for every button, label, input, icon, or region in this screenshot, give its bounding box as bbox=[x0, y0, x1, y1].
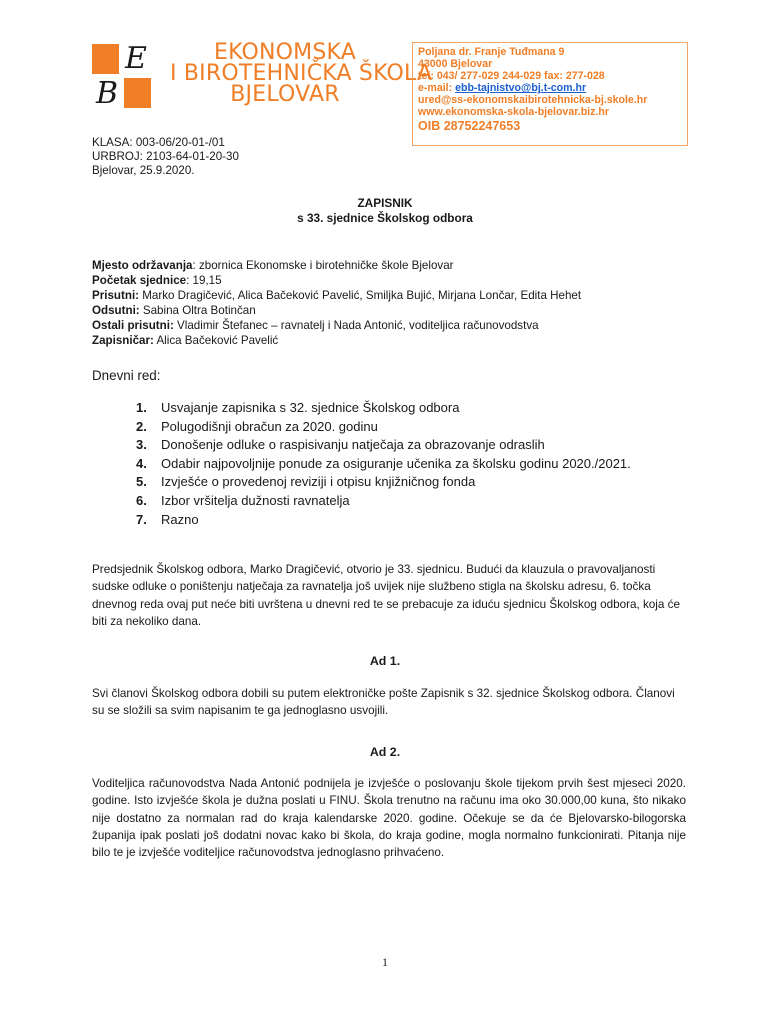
meta-row-location bbox=[92, 258, 581, 273]
agenda-item-text: Usvajanje zapisnika s 32. sjednice Školskog odbora bbox=[161, 400, 460, 415]
agenda-item-number: 3. bbox=[136, 437, 147, 453]
meta-value: : 19,15 bbox=[186, 274, 222, 288]
contact-address-street: Poljana dr. Franje Tuđmana 9 bbox=[418, 46, 565, 58]
meta-value: Vladimir Štefanec – ravnatelj i Nada Antonić, voditeljica računovodstva bbox=[173, 319, 539, 333]
contact-oib: OIB 28752247653 bbox=[418, 118, 521, 133]
meta-row-recorder bbox=[92, 333, 581, 348]
meta-value: : zbornica Ekonomske i birotehničke škole Bjelovar bbox=[192, 259, 454, 272]
logo-letter-e: E bbox=[125, 41, 147, 76]
intro-paragraph: Predsjednik Školskog odbora, Marko Dragičević, otvorio je 33. sjednicu. Budući da klauzula o pravovaljanosti sudske odluke o poništenju natječaja za ravnatelja još uvijek nije službeno stigla na školsku adresu, 6. točka dnevnog reda ovaj put neće biti uvrštena u dnevni red te se prebacuje za iduću sjednicu Školskog odbora, koja će biti za nekoliko dana. bbox=[92, 563, 680, 628]
contact-phones: tel: 043/ 277-029 244-029 fax: 277-028 bbox=[418, 70, 605, 83]
contact-address-city: 43000 Bjelovar bbox=[418, 58, 493, 71]
document-title: ZAPISNIK bbox=[357, 196, 413, 210]
school-name-line-1: EKONOMSKA bbox=[213, 40, 357, 65]
meta-row-present bbox=[92, 288, 581, 303]
meta-label: Ostali prisutni: bbox=[92, 319, 174, 333]
meta-row-absent bbox=[92, 303, 581, 318]
agenda-item-number: 2. bbox=[136, 418, 147, 434]
agenda-item-text: Donošenje odluke o raspisivanju natječaja za obrazovanje odraslih bbox=[161, 437, 545, 453]
meta-label: Početak sjednice bbox=[92, 274, 187, 288]
meeting-details bbox=[92, 258, 581, 349]
agenda-list bbox=[136, 399, 631, 529]
page-number: 1 bbox=[382, 955, 388, 969]
logo-square-bottom-right bbox=[124, 78, 151, 108]
agenda-item bbox=[136, 418, 631, 437]
section-heading-ad2: Ad 2. bbox=[369, 745, 401, 759]
section-ad1-text: Svi članovi Školskog odbora dobili su putem elektroničke pošte Zapisnik s 32. sjednice Školskog odbora. Članovi su se složili sa svim napisanim te ga jednoglasno usvojili. bbox=[92, 687, 675, 718]
agenda-item-text: Izbor vršitelja dužnosti ravnatelja bbox=[161, 492, 350, 508]
agenda-item-number: 7. bbox=[136, 511, 147, 527]
reference-urbroj: URBROJ: 2103-64-01-20-30 bbox=[92, 150, 239, 164]
reference-place-date: Bjelovar, 25.9.2020. bbox=[92, 164, 195, 178]
agenda-item bbox=[136, 511, 631, 530]
agenda-item bbox=[136, 399, 631, 418]
agenda-item-text: Polugodišnji obračun za 2020. godinu bbox=[161, 418, 378, 434]
meta-row-others bbox=[92, 318, 581, 333]
agenda-item bbox=[136, 436, 631, 455]
agenda-item-text: Odabir najpovoljnije ponude za osiguranje učenika za školsku godinu 2020./2021. bbox=[161, 455, 631, 471]
school-logo bbox=[92, 41, 152, 111]
document-reference bbox=[92, 136, 239, 179]
agenda-heading: Dnevni red: bbox=[92, 368, 161, 383]
contact-box bbox=[412, 42, 688, 146]
school-name-line-3: BJELOVAR bbox=[230, 82, 340, 107]
logo-square-top-left bbox=[92, 44, 119, 74]
school-name bbox=[170, 40, 433, 107]
contact-email-secondary: ured@ss-ekonomskaibirotehnicka-bj.skole.hr bbox=[418, 94, 648, 107]
meta-label: Mjesto održavanja bbox=[92, 259, 193, 272]
agenda-item bbox=[136, 492, 631, 511]
agenda-item bbox=[136, 455, 631, 474]
section-heading-ad1: Ad 1. bbox=[369, 654, 401, 668]
meta-label: Prisutni: bbox=[92, 289, 140, 303]
section-ad2-text: Voditeljica računovodstva Nada Antonić podnijela je izvješće o poslovanju škole tijekom prvih šest mjeseci 2020. godine. Isto izvješće škola je dužna poslati u FINU. Škola trenutno na računu ima oko 30.000,00 kuna, što nikako nije dostatno za normalan rad do kraja kalendarske 2020. godine. Očekuje se da će Bjelovarsko-bilogorska županija ipak poslati još dodatni novac kako bi škola, do kraja godine, mogla normalno funkcionirati. Pitanja nije bilo te je izvješće voditeljice računovodstva jednoglasno prihvaćeno. bbox=[92, 777, 686, 860]
contact-website: www.ekonomska-skola-bjelovar.biz.hr bbox=[418, 106, 609, 119]
logo-letter-b: B bbox=[96, 76, 119, 111]
agenda-item-text: Razno bbox=[161, 511, 199, 527]
contact-email-link[interactable]: ebb-tajnistvo@bj.t-com.hr bbox=[455, 82, 587, 95]
agenda-item-number: 1. bbox=[136, 400, 147, 415]
reference-klasa: KLASA: 003-06/20-01-/01 bbox=[92, 136, 225, 149]
meta-value: Sabina Oltra Botinčan bbox=[139, 304, 256, 318]
agenda-item-number: 6. bbox=[136, 492, 147, 508]
agenda-item-number: 5. bbox=[136, 474, 147, 490]
school-name-line-2: I BIROTEHNIČKA ŠKOLA bbox=[170, 61, 433, 86]
meta-value: Marko Dragičević, Alica Bačeković Pavelić, Smiljka Bujić, Mirjana Lončar, Edita Hehet bbox=[139, 289, 582, 303]
agenda-item bbox=[136, 473, 631, 492]
meta-label: Odsutni: bbox=[92, 304, 140, 318]
meta-row-start bbox=[92, 273, 581, 288]
meta-label: Zapisničar: bbox=[92, 334, 154, 348]
meta-value: Alica Bačeković Pavelić bbox=[153, 334, 279, 348]
contact-email-row bbox=[418, 82, 682, 94]
contact-email-label: e-mail: bbox=[418, 82, 456, 95]
agenda-item-number: 4. bbox=[136, 455, 147, 471]
document-subtitle: s 33. sjednice Školskog odbora bbox=[297, 211, 473, 225]
agenda-item-text: Izvješće o provedenoj reviziji i otpisu knjižničnog fonda bbox=[161, 474, 476, 490]
